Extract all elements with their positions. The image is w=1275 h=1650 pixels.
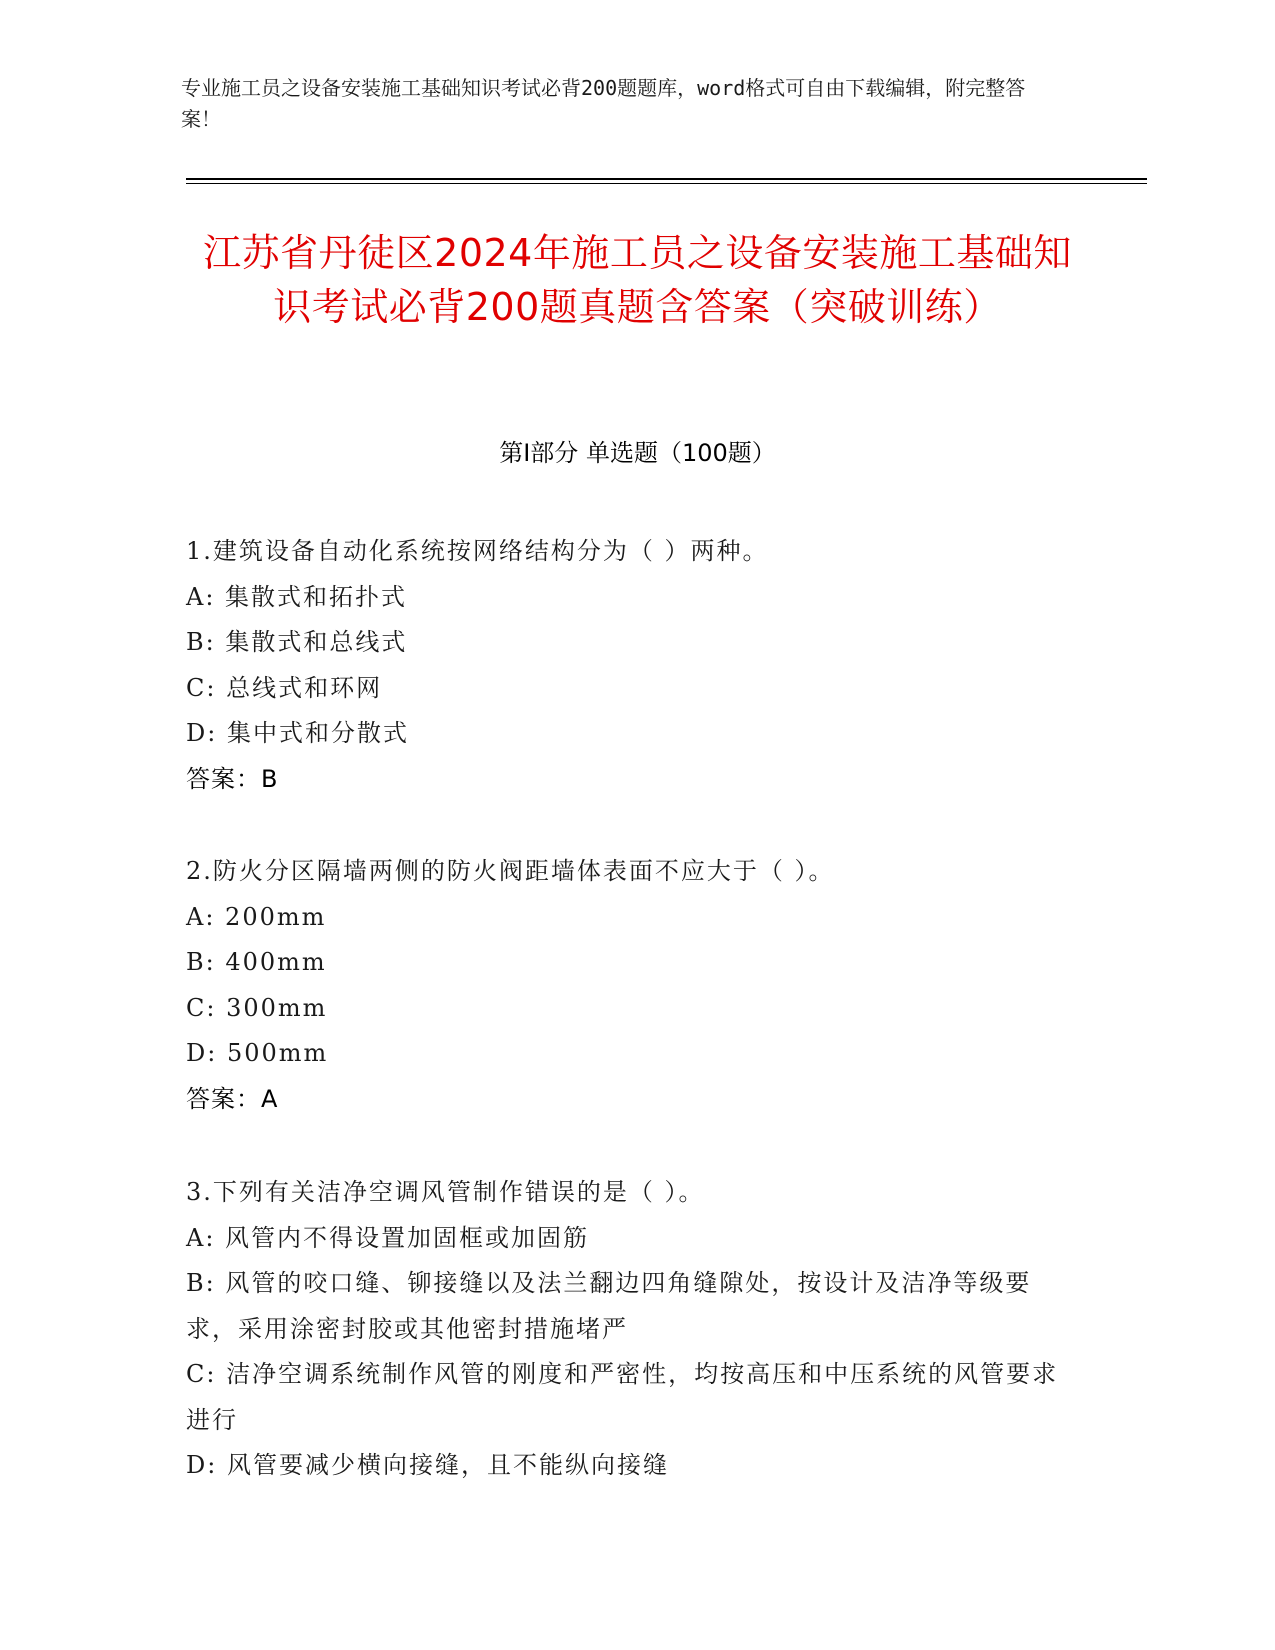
option-b: B: 400mm (186, 948, 327, 976)
question-1 (186, 529, 1066, 802)
question-3 (186, 1170, 1066, 1489)
answer: 答案：B (186, 764, 279, 793)
question-stem: 2.防火分区隔墙两侧的防火阀距墙体表面不应大于（ ）。 (186, 857, 835, 885)
question-stem: 1.建筑设备自动化系统按网络结构分为（ ）两种。 (186, 537, 769, 565)
option-d: D: 500mm (186, 1039, 329, 1067)
option-d: D: 风管要减少横向接缝，且不能纵向接缝 (186, 1451, 669, 1479)
option-c: C: 总线式和环网 (186, 673, 383, 702)
header-rule-thin (186, 183, 1147, 184)
question-stem: 3.下列有关洁净空调风管制作错误的是（ ）。 (186, 1178, 705, 1206)
option-b: B: 集散式和总线式 (186, 628, 408, 656)
option-d: D: 集中式和分散式 (186, 719, 409, 747)
option-a: A: 风管内不得设置加固框或加固筋 (186, 1223, 590, 1252)
option-a: A: 200mm (186, 902, 327, 931)
header-note: 专业施工员之设备安装施工基础知识考试必背200题题库，word格式可自由下载编辑，附完整答案！ (181, 76, 1026, 131)
document-title: 江苏省丹徒区2024年施工员之设备安装施工基础知识考试必背200题真题含答案（突破训练） (203, 231, 1072, 329)
option-c: C: 300mm (186, 993, 328, 1022)
answer: 答案：A (186, 1084, 279, 1113)
option-b: B: 风管的咬口缝、铆接缝以及法兰翻边四角缝隙处，按设计及洁净等级要求，采用涂密封胶或其他密封措施堵严 (186, 1269, 1032, 1343)
header-rule (186, 178, 1147, 180)
section-title: 第I部分 单选题（100题） (499, 439, 776, 467)
option-c: C: 洁净空调系统制作风管的刚度和严密性，均按高压和中压系统的风管要求进行 (186, 1360, 1059, 1434)
option-a: A: 集散式和拓扑式 (186, 582, 408, 611)
question-2 (186, 849, 1066, 1122)
